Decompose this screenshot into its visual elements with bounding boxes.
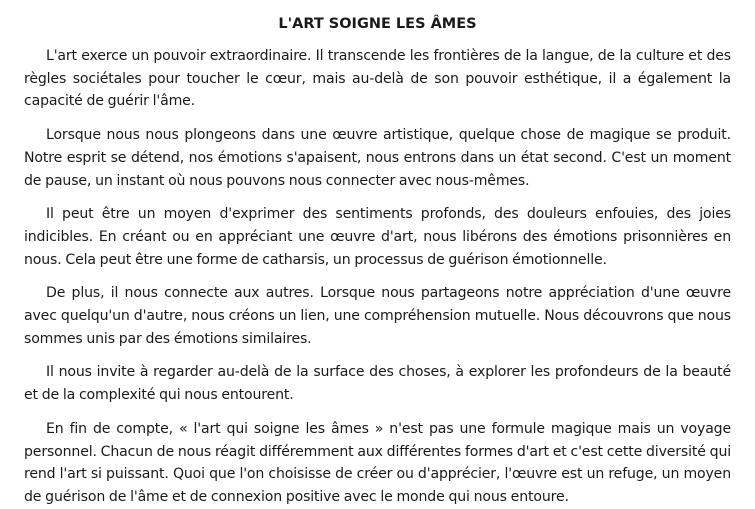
document-title: L'ART SOIGNE LES ÂMES (278, 16, 477, 32)
paragraph-5: Il nous invite à regarder au-delà de la surface des choses, à explorer les profondeurs de la beauté et de la complexité qui nous entourent. (24, 364, 731, 404)
paragraph-6: En fin de compte, « l'art qui soigne les âmes » n'est pas une formule magique mais un voyage personnel. Chacun de nous réagit différemment aux différentes formes d'art et c'est cette diversité qui rend l'art si puissant. Quoi que l'on choisisse de créer ou d'apprécier, l'œuvre est un refuge, un moyen de guérison de l'âme et de connexion positive avec le monde qui nous entoure. (24, 420, 731, 505)
paragraph-1: L'art exerce un pouvoir extraordinaire. Il transcende les frontières de la langue, de la culture et des règles sociétales pour toucher le cœur, mais au-delà de son pouvoir esthétique, il a également la capacité de guérir l'âme. (24, 48, 731, 110)
paragraph-2: Lorsque nous nous plongeons dans une œuvre artistique, quelque chose de magique se produit. Notre esprit se détend, nos émotions s'apaisent, nous entrons dans un état second. C'est un moment de pause, un instant où nous pouvons nous connecter avec nous-mêmes. (24, 127, 731, 189)
paragraph-4: De plus, il nous connecte aux autres. Lorsque nous partageons notre appréciation d'une œuvre avec quelqu'un d'autre, nous créons un lien, une compréhension mutuelle. Nous découvrons que nous sommes unis par des émotions similaires. (24, 285, 731, 347)
paragraph-3: Il peut être un moyen d'exprimer des sentiments profonds, des douleurs enfouies, des joies indicibles. En créant ou en appréciant une œuvre d'art, nous libérons des émotions prisonnières en nous. Cela peut être une forme de catharsis, un processus de guérison émotionnelle. (24, 206, 731, 268)
